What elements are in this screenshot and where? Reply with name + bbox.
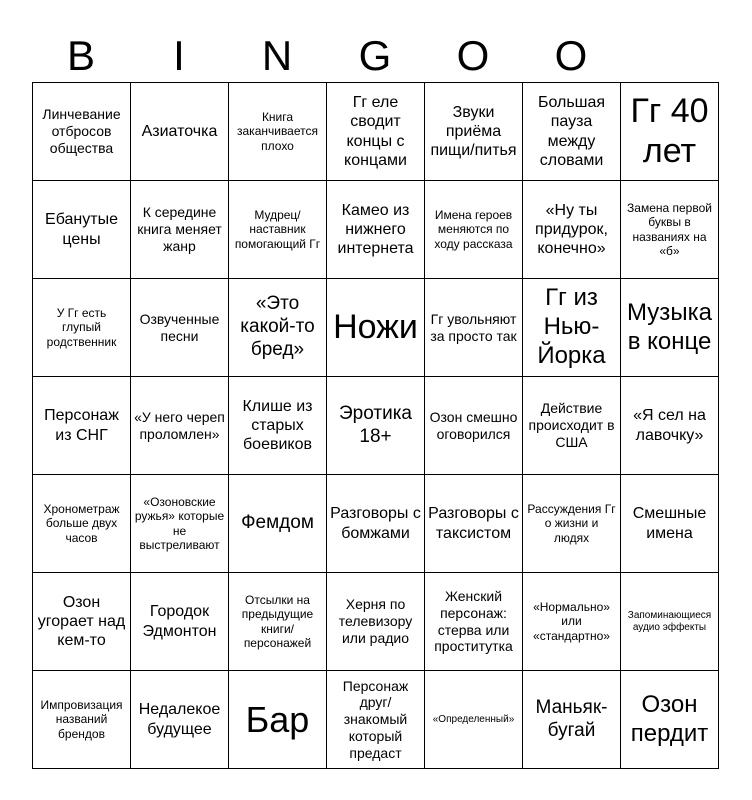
bingo-cell[interactable] (523, 181, 621, 279)
cell-text: Азиаточка (141, 122, 218, 140)
cell-text: «Это какой-то бред» (240, 293, 315, 360)
cell-text: Замена первой буквы в названиях на «б» (627, 200, 712, 258)
header-letter-o-first: O (456, 32, 490, 79)
bingo-cell[interactable] (131, 671, 229, 769)
bingo-cell[interactable] (33, 475, 131, 573)
bingo-cell[interactable] (131, 377, 229, 475)
cell-text: Отсылки на предыдущие книги/персонажей (241, 592, 314, 650)
cell-text: Разговоры с бомжами (330, 505, 421, 542)
cell-text: Имена героев меняются по ходу рассказа (434, 207, 513, 251)
bingo-cell[interactable] (229, 671, 327, 769)
cell-text: Озон угорает над кем-то (37, 593, 126, 650)
bingo-cell[interactable] (425, 181, 523, 279)
bingo-cell[interactable] (229, 83, 327, 181)
cell-text: Бар (245, 698, 310, 740)
bingo-cell[interactable] (425, 475, 523, 573)
bingo-cell[interactable] (425, 279, 523, 377)
cell-text: «Ну ты придурок, конечно» (535, 201, 608, 258)
bingo-cell[interactable] (33, 83, 131, 181)
bingo-cell[interactable] (327, 671, 425, 769)
cell-text: Действие происходит в США (528, 400, 615, 450)
bingo-cell[interactable] (523, 377, 621, 475)
header-letter-n: N (261, 32, 293, 79)
cell-text: Городок Эдмонтон (142, 603, 217, 640)
bingo-cell[interactable] (229, 573, 327, 671)
cell-text: Гг еле сводит концы с концами (344, 94, 407, 169)
cell-text: Недалекое будущее (138, 701, 221, 738)
cell-text: Клише из старых боевиков (242, 397, 313, 454)
bingo-cell[interactable] (425, 671, 523, 769)
bingo-cell[interactable] (523, 83, 621, 181)
bingo-cell[interactable] (33, 279, 131, 377)
bingo-cell[interactable] (131, 83, 229, 181)
cell-text: «Озоновские ружья» которые не выстреливают (134, 494, 225, 552)
bingo-cell[interactable] (621, 671, 719, 769)
bingo-cell[interactable] (229, 181, 327, 279)
cell-text: Гг увольняют за просто так (430, 310, 517, 344)
cell-text: Запоминающиеся аудио эффекты (627, 609, 712, 633)
header-letter-i: I (173, 32, 185, 79)
bingo-cell[interactable] (425, 573, 523, 671)
cell-text: Ебанутые цены (45, 211, 118, 248)
bingo-cell[interactable] (425, 377, 523, 475)
cell-text: Звуки приёма пищи/питья (430, 103, 517, 160)
header-letter-g: G (358, 32, 392, 79)
cell-text: Озон пердит (630, 690, 709, 747)
cell-text: Мудрец/наставник помогающий Гг (234, 207, 321, 251)
bingo-cell[interactable] (33, 181, 131, 279)
bingo-cell[interactable] (621, 181, 719, 279)
bingo-cell[interactable] (33, 573, 131, 671)
bingo-header (32, 30, 718, 82)
cell-text: «Я сел на лавочку» (633, 407, 706, 444)
bingo-cell[interactable] (131, 181, 229, 279)
bingo-cell[interactable] (327, 181, 425, 279)
cell-text: Книга заканчивается плохо (237, 109, 318, 153)
cell-text: Хронометраж больше двух часов (43, 501, 120, 545)
bingo-cell[interactable] (131, 573, 229, 671)
bingo-cell[interactable] (621, 279, 719, 377)
cell-text: Озон смешно оговорился (429, 408, 518, 442)
bingo-cell[interactable] (621, 475, 719, 573)
cell-text: Импровизация названий брендов (40, 697, 123, 741)
cell-text: Большая пауза между словами (537, 94, 606, 169)
cell-text: Озвученные песни (139, 310, 220, 344)
bingo-cell[interactable] (523, 279, 621, 377)
cell-text: Ножи (333, 307, 418, 346)
cell-text: У Гг есть глупый родственник (46, 305, 117, 349)
bingo-cell[interactable] (327, 83, 425, 181)
bingo-cell[interactable] (327, 573, 425, 671)
bingo-cell[interactable] (33, 671, 131, 769)
cell-text: Маньяк-бугай (535, 696, 608, 741)
header-letter-blank (620, 30, 718, 82)
header-letter-o-second: O (554, 32, 588, 79)
cell-text: Смешные имена (632, 505, 707, 542)
cell-text: Разговоры с таксистом (428, 505, 519, 542)
bingo-cell[interactable] (229, 475, 327, 573)
bingo-cell[interactable] (229, 377, 327, 475)
cell-text: Женский персонаж: стерва или проститутка (434, 587, 513, 655)
cell-text: Персонаж из СНГ (44, 407, 119, 444)
bingo-cell[interactable] (621, 83, 719, 181)
cell-text: Камео из нижнего интернета (337, 201, 414, 258)
cell-text: Эротика 18+ (339, 402, 412, 447)
bingo-cell[interactable] (131, 279, 229, 377)
bingo-cell[interactable] (523, 573, 621, 671)
bingo-cell[interactable] (131, 475, 229, 573)
cell-text: «Определенный» (432, 713, 515, 725)
bingo-cell[interactable] (621, 377, 719, 475)
cell-text: Гг 40 лет (630, 92, 709, 170)
bingo-cell[interactable] (229, 279, 327, 377)
header-letter-b: B (66, 32, 95, 79)
bingo-board (32, 82, 719, 769)
bingo-cell[interactable] (327, 475, 425, 573)
bingo-cell[interactable] (327, 279, 425, 377)
cell-text: Персонаж друг/знакомый который предаст (342, 677, 409, 761)
cell-text: «Нормально» или «стандартно» (533, 599, 610, 643)
bingo-cell[interactable] (425, 83, 523, 181)
bingo-cell[interactable] (523, 475, 621, 573)
cell-text: «У него череп проломлен» (134, 408, 225, 442)
cell-text: Рассуждения Гг о жизни и людях (527, 501, 616, 545)
cell-text: Гг из Нью-Йорка (537, 284, 606, 369)
cell-text: Херня по телевизору или радио (338, 596, 413, 646)
bingo-cell[interactable] (621, 573, 719, 671)
cell-text: К середине книга меняет жанр (137, 204, 222, 254)
bingo-cell[interactable] (33, 377, 131, 475)
cell-text: Музыка в конце (627, 298, 712, 355)
bingo-cell[interactable] (327, 377, 425, 475)
cell-text: Линчевание отбросов общества (42, 106, 121, 156)
bingo-cell[interactable] (523, 671, 621, 769)
cell-text: Фемдом (241, 512, 314, 534)
